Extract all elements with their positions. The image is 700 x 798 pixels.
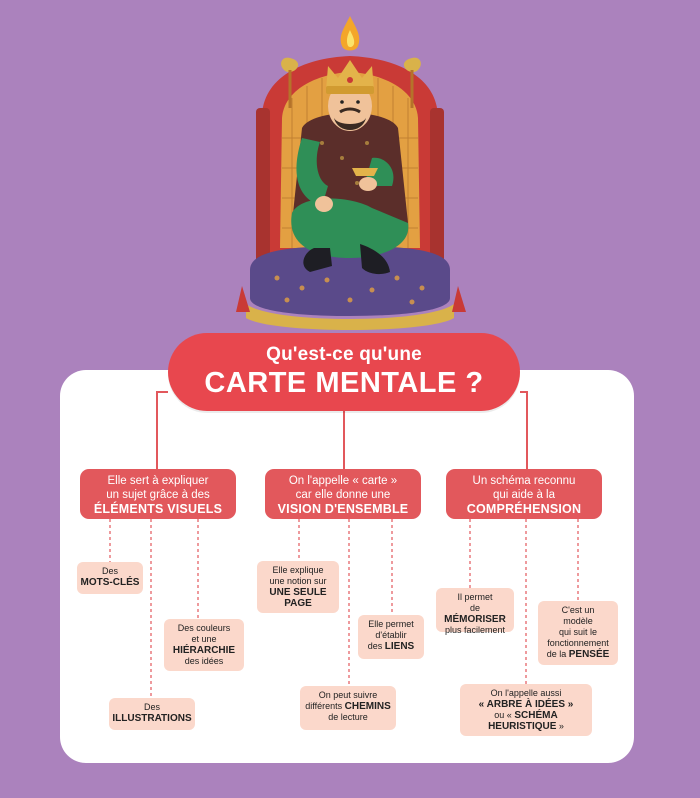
leaf-text: plus facilement <box>444 625 506 635</box>
leaf-keyword: LIENS <box>384 641 415 652</box>
leaf-keyword: ILLUSTRATIONS <box>112 713 192 724</box>
leaf-text: C'est un <box>561 605 595 615</box>
leaf-text: Des couleurs <box>177 623 231 633</box>
leaf-illustrations <box>109 698 195 730</box>
king-illustration <box>232 8 468 338</box>
branch-keyword: ÉLÉMENTS VISUELS <box>93 502 223 516</box>
leaf-text: Elle permet <box>368 619 414 629</box>
title-main: CARTE MENTALE ? <box>204 367 484 399</box>
leaf-liens <box>358 615 424 659</box>
connector-right <box>520 392 527 470</box>
leaf-text: Des <box>101 566 118 576</box>
leaf-text: ou « <box>494 710 512 720</box>
branch-line: Un schéma reconnu <box>472 475 576 487</box>
branch-keyword: COMPRÉHENSION <box>466 502 582 516</box>
title-question: Qu'est-ce qu'une <box>266 344 422 365</box>
leaf-keyword: SCHÉMA <box>514 710 558 721</box>
leaf-keyword: CHEMINS <box>344 701 391 712</box>
leaf-keyword: HEURISTIQUE <box>488 721 557 732</box>
branch-line: On l'appelle « carte » <box>288 475 398 487</box>
leaf-text: de la <box>546 649 567 659</box>
branch-visual-elements <box>80 469 236 519</box>
leaf-une-seule-page <box>257 561 339 613</box>
leaf-keyword: MOTS-CLÉS <box>80 577 140 588</box>
leaf-mots-cles <box>77 562 143 594</box>
leaf-text: modèle <box>563 616 593 626</box>
leaf-text: Des <box>143 702 160 712</box>
leaf-keyword: PENSÉE <box>568 649 610 660</box>
branch-line: un sujet grâce à des <box>106 489 210 501</box>
leaf-text: de <box>469 603 480 613</box>
branch-comprehension <box>446 469 602 519</box>
leaf-arbre-a-idees <box>460 684 592 736</box>
leaf-text: d'établir <box>375 630 407 640</box>
leaf-memoriser <box>436 588 514 635</box>
leaf-text: et une <box>191 634 217 644</box>
leaf-text: des idées <box>184 656 224 666</box>
branch-line: qui aide à la <box>492 489 556 501</box>
leaf-chemins <box>300 686 396 730</box>
leaf-text: Il permet <box>457 592 493 602</box>
branch-line: car elle donne une <box>295 489 391 501</box>
leaf-text: de lecture <box>328 712 368 722</box>
branch-keyword: VISION D'ENSEMBLE <box>277 502 409 516</box>
leaf-text: On l'appelle aussi <box>490 688 562 698</box>
leaf-hierarchie <box>164 619 244 671</box>
leaf-text: des <box>367 641 383 651</box>
connector-left <box>157 392 168 470</box>
title-pill <box>168 333 520 411</box>
branch-overview <box>265 469 421 519</box>
leaf-keyword: PAGE <box>284 598 312 609</box>
leaf-text: » <box>558 721 564 731</box>
leaf-text: On peut suivre <box>318 690 378 700</box>
leaf-keyword: « ARBRE À IDÉES » <box>478 699 574 710</box>
leaf-text: une notion sur <box>269 576 327 586</box>
leaf-keyword: MÉMORISER <box>444 614 506 625</box>
leaf-keyword: HIÉRARCHIE <box>172 645 236 656</box>
leaf-text: fonctionnement <box>547 638 609 648</box>
leaf-text: qui suit le <box>558 627 598 637</box>
leaf-keyword: UNE SEULE <box>269 587 327 598</box>
leaf-pensee <box>538 601 618 665</box>
branch-line: Elle sert à expliquer <box>107 475 209 487</box>
leaf-text: Elle explique <box>272 565 324 575</box>
leaf-text: différents <box>305 701 343 711</box>
